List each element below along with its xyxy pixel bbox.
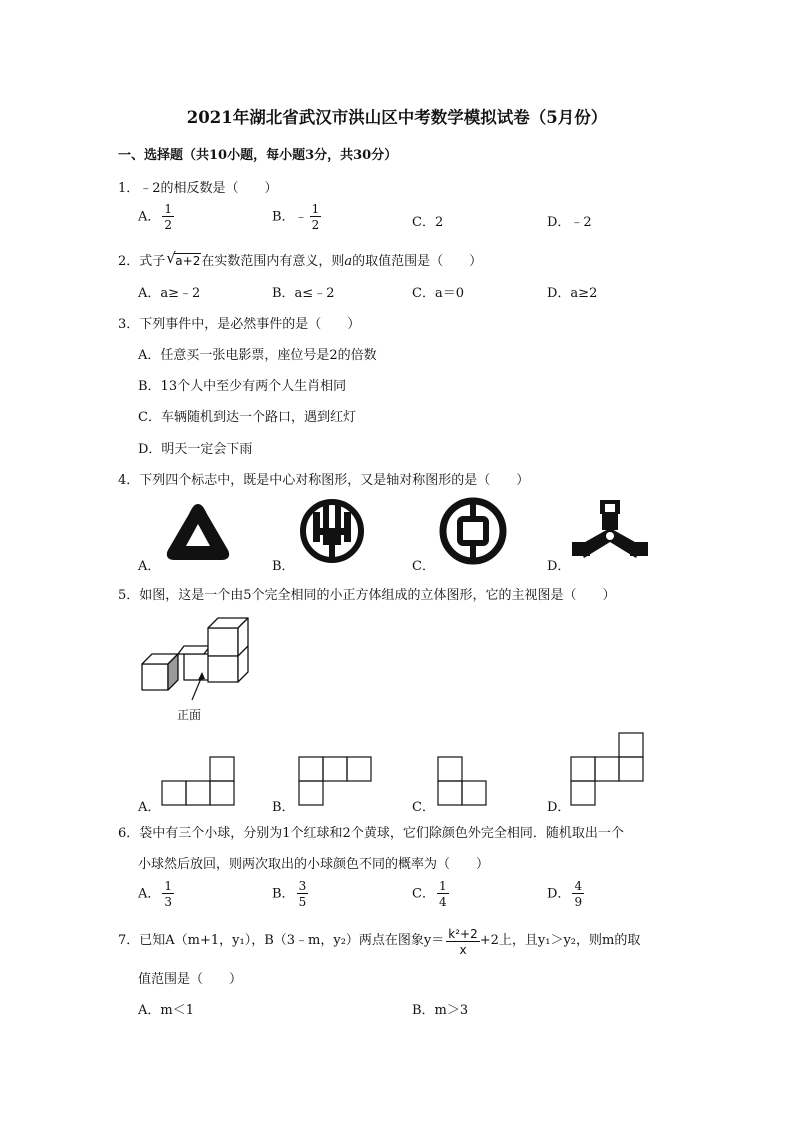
bank-logo-b-icon [298, 497, 366, 565]
question-6-stem-line2: 小球然后放回，则两次取出的小球颜色不同的概率为（ ） [138, 857, 490, 872]
q3-option-a[interactable]: A．任意买一张电影票，座位号是2的倍数 [138, 348, 377, 363]
q1-option-a-fraction: $\frac{1}{2}$ [164, 202, 173, 232]
q5-option-a[interactable]: A． [138, 800, 161, 815]
question-7-stem-line2: 值范围是（ ） [138, 972, 243, 987]
q6-option-b[interactable] [272, 880, 308, 908]
q1-option-d[interactable]: D．﹣2 [547, 215, 592, 230]
q6-option-d[interactable] [547, 880, 584, 908]
question-2-stem: 2．式子 √ a+2在实数范围内有意义，则a的取值范围是（ ） [118, 249, 483, 269]
q6-option-c-label: C． [412, 886, 435, 902]
q3-option-b[interactable]: B．13个人中至少有两个人生肖相同 [138, 379, 347, 394]
q5-option-b-view [298, 756, 374, 806]
q1-option-a[interactable] [138, 203, 174, 231]
q4-option-d[interactable]: D． [547, 559, 571, 574]
q1-option-a-label: A． [138, 209, 161, 225]
question-6-stem-line1: 6．袋中有三个小球，分别为1个红球和2个黄球，它们除颜色外完全相同．随机取出一个 [118, 826, 624, 841]
q1-option-b[interactable] [272, 203, 321, 231]
q3-option-d[interactable]: D．明天一定会下雨 [138, 442, 253, 457]
q6-option-a-label: A． [138, 886, 161, 902]
page-title: 2021年湖北省武汉市洪山区中考数学模拟试卷（5月份） [186, 108, 608, 127]
cube-solid-figure [140, 616, 254, 720]
question-5-stem: 5．如图，这是一个由5个完全相同的小正方体组成的立体图形，它的主视图是（ ） [118, 588, 616, 603]
q2-option-c[interactable]: C．a＝0 [412, 286, 464, 301]
q6-option-c-fraction: $\frac{1}{4}$ [438, 879, 447, 909]
q7-option-b[interactable]: B．m＞3 [412, 1003, 469, 1018]
front-view-label: 正面 [177, 708, 202, 722]
q4-option-c[interactable]: C． [412, 559, 435, 574]
sqrt-expression: √ a+2 [166, 249, 201, 268]
q5-option-a-view [161, 756, 237, 806]
q1-option-c[interactable]: C．2 [412, 215, 444, 230]
q5-option-c[interactable]: C． [412, 800, 435, 815]
section-heading: 一、选择题（共10小题，每小题3分，共30分） [118, 148, 398, 163]
q7-option-a[interactable]: A．m＜1 [138, 1003, 194, 1018]
triangle-logo-icon [162, 500, 234, 564]
question-1-stem: 1．﹣2的相反数是（ ） [118, 181, 278, 196]
q6-option-d-fraction: $\frac{4}{9}$ [574, 879, 583, 909]
q6-option-b-fraction: $\frac{3}{5}$ [298, 879, 307, 909]
question-7-stem-line1: 7．已知A（m+1，y₁），B（3﹣m，y₂）两点在图象y＝ $\frac{\text{k²+2}}{x}$ +2上，且y₁＞y₂，则m的取 [118, 927, 641, 957]
q3-option-c[interactable]: C．车辆随机到达一个路口，遇到红灯 [138, 410, 356, 425]
q6-option-d-label: D． [547, 886, 571, 902]
q4-option-a[interactable]: A． [138, 559, 161, 574]
q6-option-b-label: B． [272, 886, 295, 902]
q6-option-c[interactable] [412, 880, 449, 908]
q7-fraction: $\frac{\text{k²+2}}{x}$ [448, 927, 478, 957]
q5-option-d-view [570, 732, 646, 806]
q2-option-d[interactable]: D．a≥2 [547, 286, 598, 301]
question-3-stem: 3．下列事件中，是必然事件的是（ ） [118, 317, 361, 332]
q1-option-b-fraction: $\frac{1}{2}$ [311, 202, 320, 232]
q6-option-a[interactable] [138, 880, 174, 908]
question-4-stem: 4．下列四个标志中，既是中心对称图形，又是轴对称图形的是（ ） [118, 473, 530, 488]
tri-blade-logo-icon [572, 498, 648, 564]
q4-option-b[interactable]: B． [272, 559, 295, 574]
q1-option-b-label: B．﹣ [272, 209, 308, 225]
q2-option-b[interactable]: B．a≤﹣2 [272, 286, 335, 301]
q5-option-c-view [437, 756, 489, 806]
q2-option-a[interactable]: A．a≥﹣2 [138, 286, 201, 301]
coin-logo-icon [438, 496, 508, 566]
q5-option-d[interactable]: D． [547, 800, 571, 815]
q5-option-b[interactable]: B． [272, 800, 295, 815]
q6-option-a-fraction: $\frac{1}{3}$ [164, 879, 173, 909]
